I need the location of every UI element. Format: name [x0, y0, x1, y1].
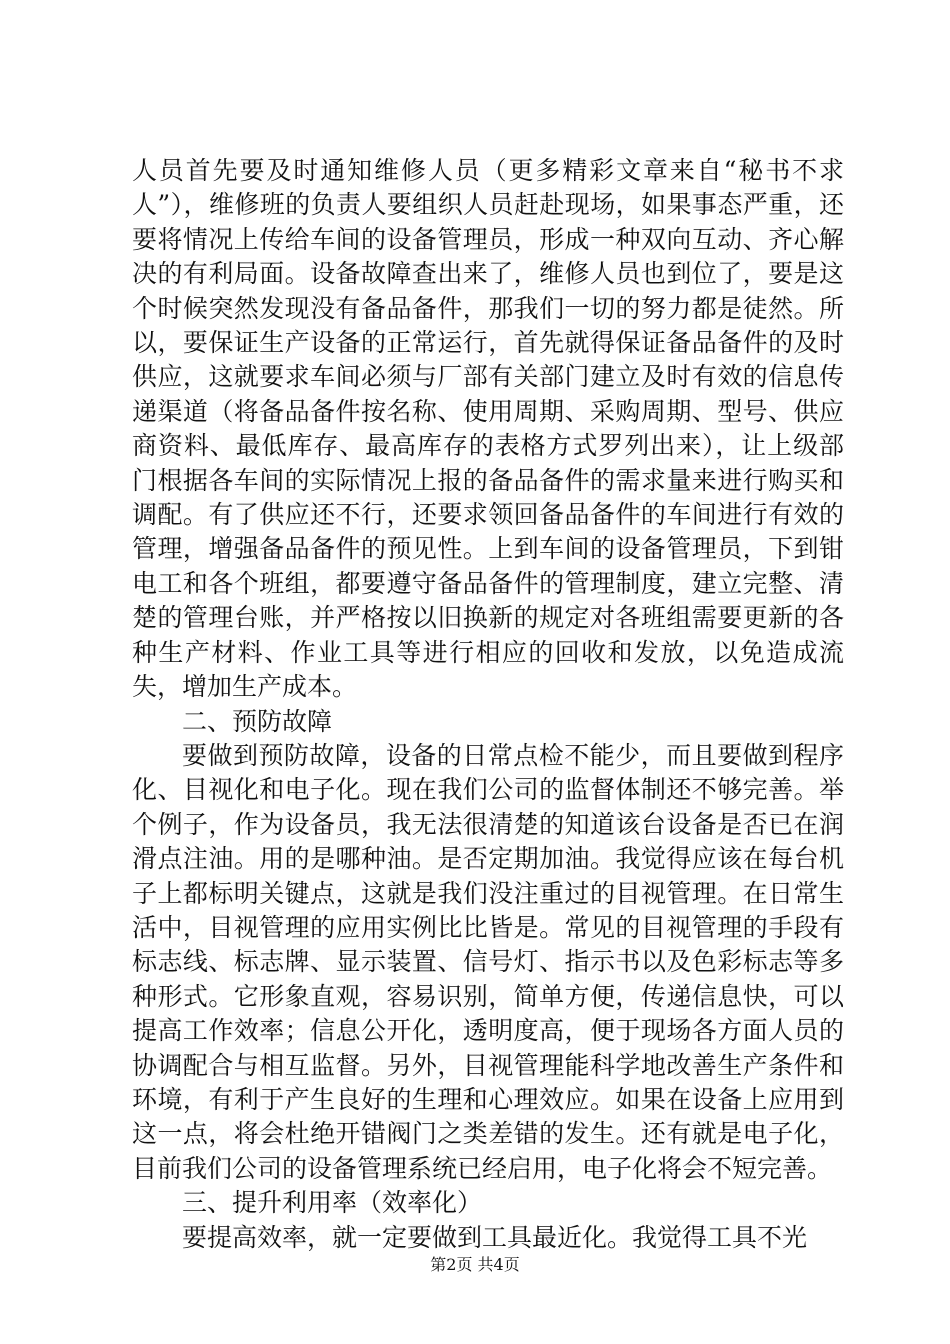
document-body: [132, 154, 844, 1255]
section-heading-utilization: 三、提升利用率（效率化）: [182, 1188, 483, 1218]
paragraph-prevent-failure: 要做到预防故障，设备的日常点检不能少，而且要做到程序化、目视化和电子化。现在我们公司的监督体制还不够完善。举个例子，作为设备员，我无法很清楚的知道该台设备是否已在润滑点注油。用的是哪种油。是否定期加油。我觉得应该在每台机子上都标明关键点，这就是我们没注重过的目视管理。在日常生活中，目视管理的应用实例比比皆是。常见的目视管理的手段有标志线、标志牌、显示装置、信号灯、指示书以及色彩标志等多种形式。它形象直观，容易识别，简单方便，传递信息快，可以提高工作效率；信息公开化，透明度高，便于现场各方面人员的协调配合与相互监督。另外，目视管理能科学地改善生产条件和环境，有利于产生良好的生理和心理效应。如果在设备上应用到这一点，将会杜绝开错阀门之类差错的发生。还有就是电子化，目前我们公司的设备管理系统已经启用，电子化将会不短完善。: [132, 740, 844, 1183]
section-heading-prevent-failure: 二、预防故障: [182, 706, 333, 736]
paragraph-continuation: 人员首先要及时通知维修人员（更多精彩文章来自“秘书不求人”），维修班的负责人要组织人员赶赴现场，如果事态严重，还要将情况上传给车间的设备管理员，形成一种双向互动、齐心解决的有利局面。设备故障查出来了，维修人员也到位了，要是这个时候突然发现没有备品备件，那我们一切的努力都是徒然。所以，要保证生产设备的正常运行，首先就得保证备品备件的及时供应，这就要求车间必须与厂部有关部门建立及时有效的信息传递渠道（将备品备件按名称、使用周期、采购周期、型号、供应商资料、最低库存、最高库存的表格方式罗列出来），让上级部门根据各车间的实际情况上报的备品备件的需求量来进行购买和调配。有了供应还不行，还要求领回备品备件的车间进行有效的管理，增强备品备件的预见性。上到车间的设备管理员，下到钳电工和各个班组，都要遵守备品备件的管理制度，建立完整、清楚的管理台账，并严格按以旧换新的规定对各班组需要更新的各种生产材料、作业工具等进行相应的回收和发放，以免造成流失，增加生产成本。: [132, 156, 844, 702]
page-footer: 第2页 共4页: [430, 1255, 520, 1274]
paragraph-utilization: 要提高效率，就一定要做到工具最近化。我觉得工具不光: [182, 1222, 808, 1252]
